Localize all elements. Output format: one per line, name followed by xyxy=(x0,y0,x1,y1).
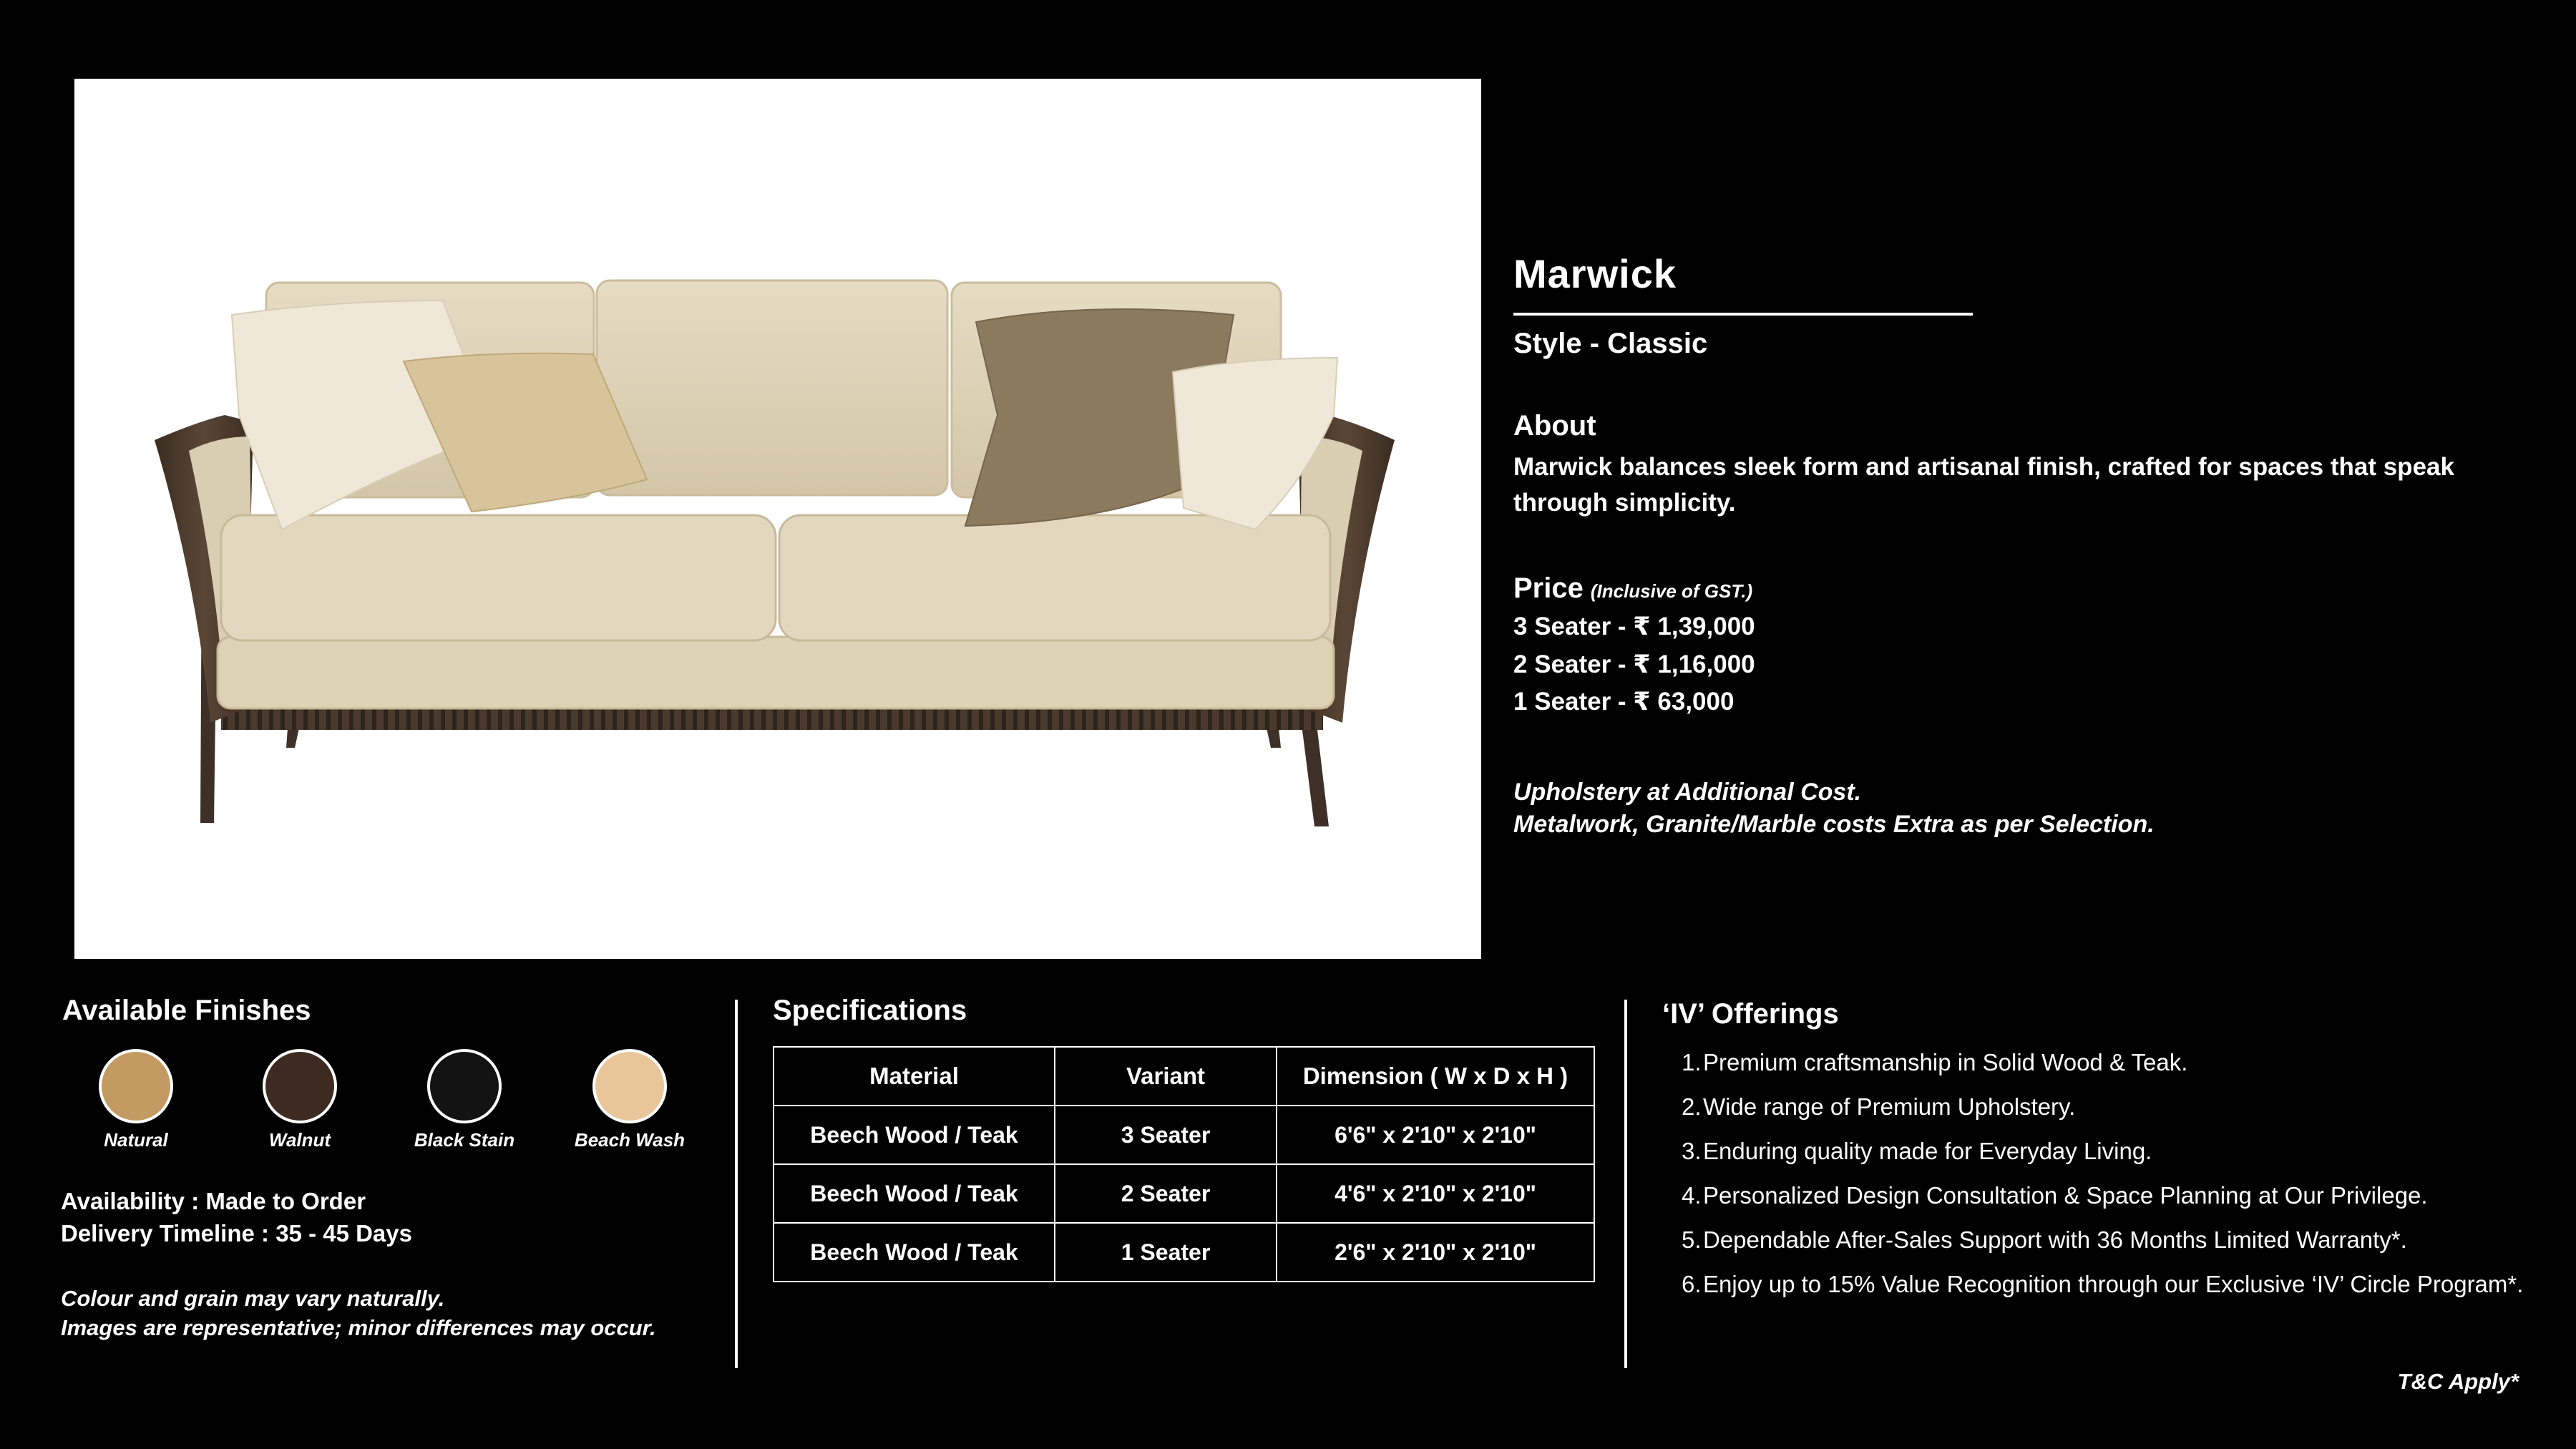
table-row xyxy=(774,1106,1594,1164)
finishes-heading: Available Finishes xyxy=(62,995,311,1026)
availability: Availability : Made to Order xyxy=(61,1188,366,1214)
product-image xyxy=(74,79,1481,959)
finish-label-black-stain: Black Stain xyxy=(414,1129,515,1151)
about-heading: About xyxy=(1513,410,1596,441)
list-item xyxy=(1682,1262,2540,1307)
table-cell-material: Beech Wood / Teak xyxy=(774,1223,1055,1282)
table-cell-dimension: 4'6" x 2'10" x 2'10" xyxy=(1277,1164,1594,1223)
column-header-variant: Variant xyxy=(1055,1047,1277,1106)
product-title: Marwick xyxy=(1513,251,1677,296)
list-item-text: Personalized Design Consultation & Space Planning at Our Privilege. xyxy=(1703,1182,2428,1209)
list-item-number: 5. xyxy=(1682,1226,1702,1253)
list-item-text: Dependable After-Sales Support with 36 Months Limited Warranty*. xyxy=(1703,1226,2407,1253)
terms-apply: T&C Apply* xyxy=(2397,1369,2519,1394)
table-row xyxy=(774,1223,1594,1282)
table-header-row xyxy=(774,1047,1594,1106)
price-line-1-seater: 1 Seater - ₹ 63,000 xyxy=(1513,688,1735,716)
finish-label-walnut: Walnut xyxy=(268,1129,331,1151)
list-item-text: Wide range of Premium Upholstery. xyxy=(1703,1093,2076,1120)
finish-label-natural: Natural xyxy=(104,1129,168,1151)
list-item xyxy=(1682,1085,2540,1129)
delivery-timeline: Delivery Timeline : 35 - 45 Days xyxy=(61,1220,412,1246)
list-item xyxy=(1682,1218,2540,1262)
list-item xyxy=(1682,1040,2540,1085)
price-line-2-seater: 2 Seater - ₹ 1,16,000 xyxy=(1513,650,1755,678)
disclaimer-metalwork: Metalwork, Granite/Marble costs Extra as per Selection. xyxy=(1513,811,2155,838)
price-heading xyxy=(1513,572,1752,605)
sofa-illustration xyxy=(74,79,1481,959)
product-style: Style - Classic xyxy=(1513,328,1708,359)
list-item xyxy=(1682,1129,2540,1174)
list-item-text: Enduring quality made for Everyday Living. xyxy=(1703,1138,2152,1164)
list-item-number: 4. xyxy=(1682,1182,1702,1209)
disclaimer-upholstery: Upholstery at Additional Cost. xyxy=(1513,779,1862,806)
finish-label-beach-wash: Beach Wash xyxy=(574,1129,686,1151)
price-heading-label: Price xyxy=(1513,572,1584,604)
table-cell-variant: 2 Seater xyxy=(1055,1164,1277,1223)
table-cell-variant: 3 Seater xyxy=(1055,1106,1277,1164)
table-row xyxy=(774,1164,1594,1223)
table-cell-material: Beech Wood / Teak xyxy=(774,1164,1055,1223)
specifications-heading: Specifications xyxy=(773,995,967,1026)
finish-swatch-walnut[interactable] xyxy=(263,1049,337,1123)
list-item-number: 2. xyxy=(1682,1093,1702,1120)
list-item-text: Enjoy up to 15% Value Recognition through our Exclusive ‘IV’ Circle Program*. xyxy=(1703,1271,2524,1297)
column-header-material: Material xyxy=(774,1047,1055,1106)
images-note: Images are representative; minor differences may occur. xyxy=(61,1315,656,1340)
finish-swatch-black-stain[interactable] xyxy=(427,1049,502,1123)
finish-swatch-natural[interactable] xyxy=(99,1049,173,1123)
specifications-table xyxy=(773,1046,1595,1282)
price-line-3-seater: 3 Seater - ₹ 1,39,000 xyxy=(1513,613,1755,640)
about-text: Marwick balances sleek form and artisanal finish, crafted for spaces that speak through simplicity. xyxy=(1513,453,2454,517)
section-divider xyxy=(1624,1000,1627,1368)
list-item xyxy=(1682,1174,2540,1218)
table-cell-dimension: 6'6" x 2'10" x 2'10" xyxy=(1277,1106,1594,1164)
list-item-number: 6. xyxy=(1682,1271,1702,1297)
title-divider xyxy=(1513,313,1973,316)
list-item-text: Premium craftsmanship in Solid Wood & Teak. xyxy=(1703,1049,2188,1075)
finish-swatch-beach-wash[interactable] xyxy=(592,1049,667,1123)
price-note: (Inclusive of GST.) xyxy=(1590,580,1753,602)
colour-note: Colour and grain may vary naturally. xyxy=(61,1286,445,1311)
offerings-list xyxy=(1682,1040,2540,1307)
table-cell-material: Beech Wood / Teak xyxy=(774,1106,1055,1164)
table-cell-variant: 1 Seater xyxy=(1055,1223,1277,1282)
section-divider xyxy=(735,1000,738,1368)
offerings-heading: ‘IV’ Offerings xyxy=(1662,998,1839,1030)
column-header-dimension: Dimension ( W x D x H ) xyxy=(1277,1047,1594,1106)
list-item-number: 3. xyxy=(1682,1138,1702,1164)
table-cell-dimension: 2'6" x 2'10" x 2'10" xyxy=(1277,1223,1594,1282)
list-item-number: 1. xyxy=(1682,1049,1702,1075)
